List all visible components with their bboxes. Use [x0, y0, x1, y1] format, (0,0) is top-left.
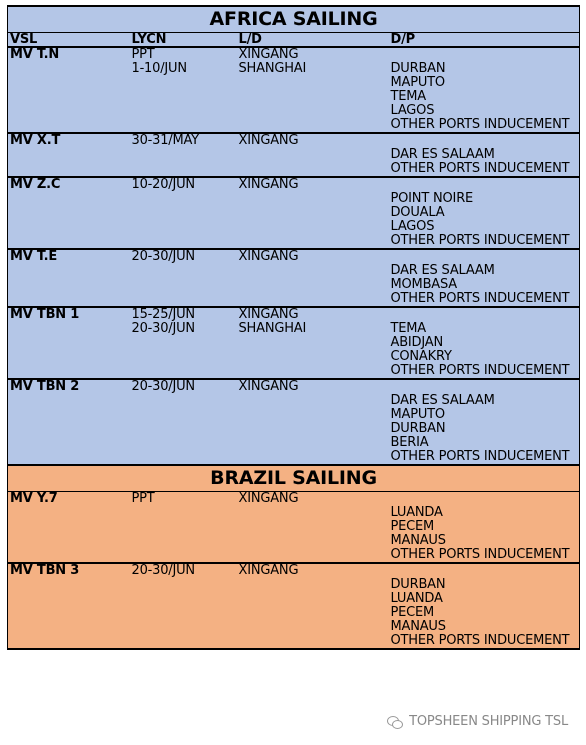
laycan-line: 20-30/JUN: [131, 249, 195, 264]
laycan: [130, 133, 237, 177]
laycan: [130, 249, 237, 307]
discharge-ports: [389, 563, 580, 649]
discharge-ports-line: DAR ES SALAAM: [390, 393, 495, 408]
discharge-ports: [389, 133, 580, 177]
load-port-line: XINGANG: [238, 491, 299, 506]
laycan: [130, 379, 237, 465]
discharge-ports: [389, 47, 580, 133]
discharge-ports-line: POINT NOIRE: [390, 191, 474, 206]
watermark: [387, 714, 568, 729]
africa-title-row: [8, 6, 580, 33]
header-dp: D/P: [389, 33, 580, 48]
vessel-row: [8, 307, 580, 379]
discharge-ports-line: MANAUS: [390, 533, 446, 548]
header-ld: L/D: [237, 33, 389, 48]
laycan: [130, 47, 237, 133]
vessel-name: MV TBN 1: [8, 307, 130, 379]
brazil-title: BRAZIL SAILING: [8, 465, 580, 492]
load-port-line: XINGANG: [238, 379, 299, 394]
discharge-ports-line: TEMA: [390, 89, 426, 104]
load-port: [237, 249, 389, 307]
discharge-ports-line: MOMBASA: [390, 277, 457, 292]
discharge-ports-line: MAPUTO: [390, 75, 445, 90]
load-port-line: XINGANG: [238, 133, 299, 148]
laycan-line: 15-25/JUN: [131, 307, 195, 322]
discharge-ports-line: PECEM: [390, 605, 435, 620]
laycan: [130, 563, 237, 649]
discharge-ports-line: OTHER PORTS INDUCEMENT: [390, 363, 570, 378]
watermark-text: TOPSHEEN SHIPPING TSL: [409, 714, 568, 729]
discharge-ports-line: OTHER PORTS INDUCEMENT: [390, 161, 570, 176]
laycan-line: 30-31/MAY: [131, 133, 199, 148]
laycan-line: 20-30/JUN: [131, 379, 195, 394]
discharge-ports-line: OTHER PORTS INDUCEMENT: [390, 233, 570, 248]
vessel-row: [8, 249, 580, 307]
discharge-ports-line: MAPUTO: [390, 407, 445, 422]
discharge-ports-line: BERIA: [390, 435, 429, 450]
vessel-row: [8, 133, 580, 177]
discharge-ports-line: OTHER PORTS INDUCEMENT: [390, 117, 570, 132]
header-vsl: VSL: [8, 33, 130, 48]
vessel-row: [8, 492, 580, 564]
wechat-icon: [387, 715, 403, 729]
discharge-ports: [389, 177, 580, 249]
discharge-ports-line: LAGOS: [390, 219, 435, 234]
discharge-ports-line: TEMA: [390, 321, 426, 336]
discharge-ports: [389, 249, 580, 307]
discharge-ports-line: DAR ES SALAAM: [390, 263, 495, 278]
vessel-name: MV T.E: [8, 249, 130, 307]
vessel-name: MV X.T: [8, 133, 130, 177]
laycan-line: 1-10/JUN: [131, 61, 187, 76]
vessel-row: [8, 563, 580, 649]
discharge-ports-line: OTHER PORTS INDUCEMENT: [390, 547, 570, 562]
load-port-line: XINGANG: [238, 563, 299, 578]
discharge-ports-line: ABIDJAN: [390, 335, 443, 350]
load-port: [237, 177, 389, 249]
discharge-ports-line: DURBAN: [390, 577, 446, 592]
laycan-line: PPT: [131, 491, 155, 506]
load-port-line: XINGANG: [238, 249, 299, 264]
vessel-name: MV TBN 2: [8, 379, 130, 465]
discharge-ports-line: PECEM: [390, 519, 435, 534]
laycan-line: 10-20/JUN: [131, 177, 195, 192]
load-port: [237, 133, 389, 177]
schedule-table: [7, 5, 580, 650]
vessel-name: MV Y.7: [8, 492, 130, 564]
laycan-line: 20-30/JUN: [131, 321, 195, 336]
header-lycn: LYCN: [130, 33, 237, 48]
vessel-row: [8, 379, 580, 465]
laycan: [130, 307, 237, 379]
discharge-ports-line: CONAKRY: [390, 349, 452, 364]
load-port: [237, 563, 389, 649]
discharge-ports-line: DAR ES SALAAM: [390, 147, 495, 162]
discharge-ports-line: LUANDA: [390, 505, 443, 520]
load-port: [237, 379, 389, 465]
load-port-line: SHANGHAI: [238, 321, 307, 336]
discharge-ports-line: LUANDA: [390, 591, 443, 606]
vessel-name: MV TBN 3: [8, 563, 130, 649]
laycan: [130, 492, 237, 564]
laycan: [130, 177, 237, 249]
vessel-row: [8, 47, 580, 133]
load-port-line: SHANGHAI: [238, 61, 307, 76]
laycan-line: PPT: [131, 47, 155, 62]
discharge-ports-line: OTHER PORTS INDUCEMENT: [390, 633, 570, 648]
discharge-ports: [389, 307, 580, 379]
discharge-ports-line: DURBAN: [390, 61, 446, 76]
vessel-name: MV T.N: [8, 47, 130, 133]
discharge-ports-line: DURBAN: [390, 421, 446, 436]
africa-title: AFRICA SAILING: [8, 6, 580, 33]
discharge-ports-line: OTHER PORTS INDUCEMENT: [390, 291, 570, 306]
sailing-schedule: [7, 5, 579, 650]
load-port: [237, 47, 389, 133]
header-row: [8, 33, 580, 48]
load-port-line: XINGANG: [238, 47, 299, 62]
discharge-ports-line: LAGOS: [390, 103, 435, 118]
discharge-ports: [389, 492, 580, 564]
discharge-ports-line: MANAUS: [390, 619, 446, 634]
load-port-line: XINGANG: [238, 177, 299, 192]
brazil-title-row: [8, 465, 580, 492]
discharge-ports-line: OTHER PORTS INDUCEMENT: [390, 449, 570, 464]
discharge-ports-line: DOUALA: [390, 205, 445, 220]
laycan-line: 20-30/JUN: [131, 563, 195, 578]
discharge-ports: [389, 379, 580, 465]
load-port: [237, 307, 389, 379]
vessel-name: MV Z.C: [8, 177, 130, 249]
vessel-row: [8, 177, 580, 249]
load-port-line: XINGANG: [238, 307, 299, 322]
load-port: [237, 492, 389, 564]
